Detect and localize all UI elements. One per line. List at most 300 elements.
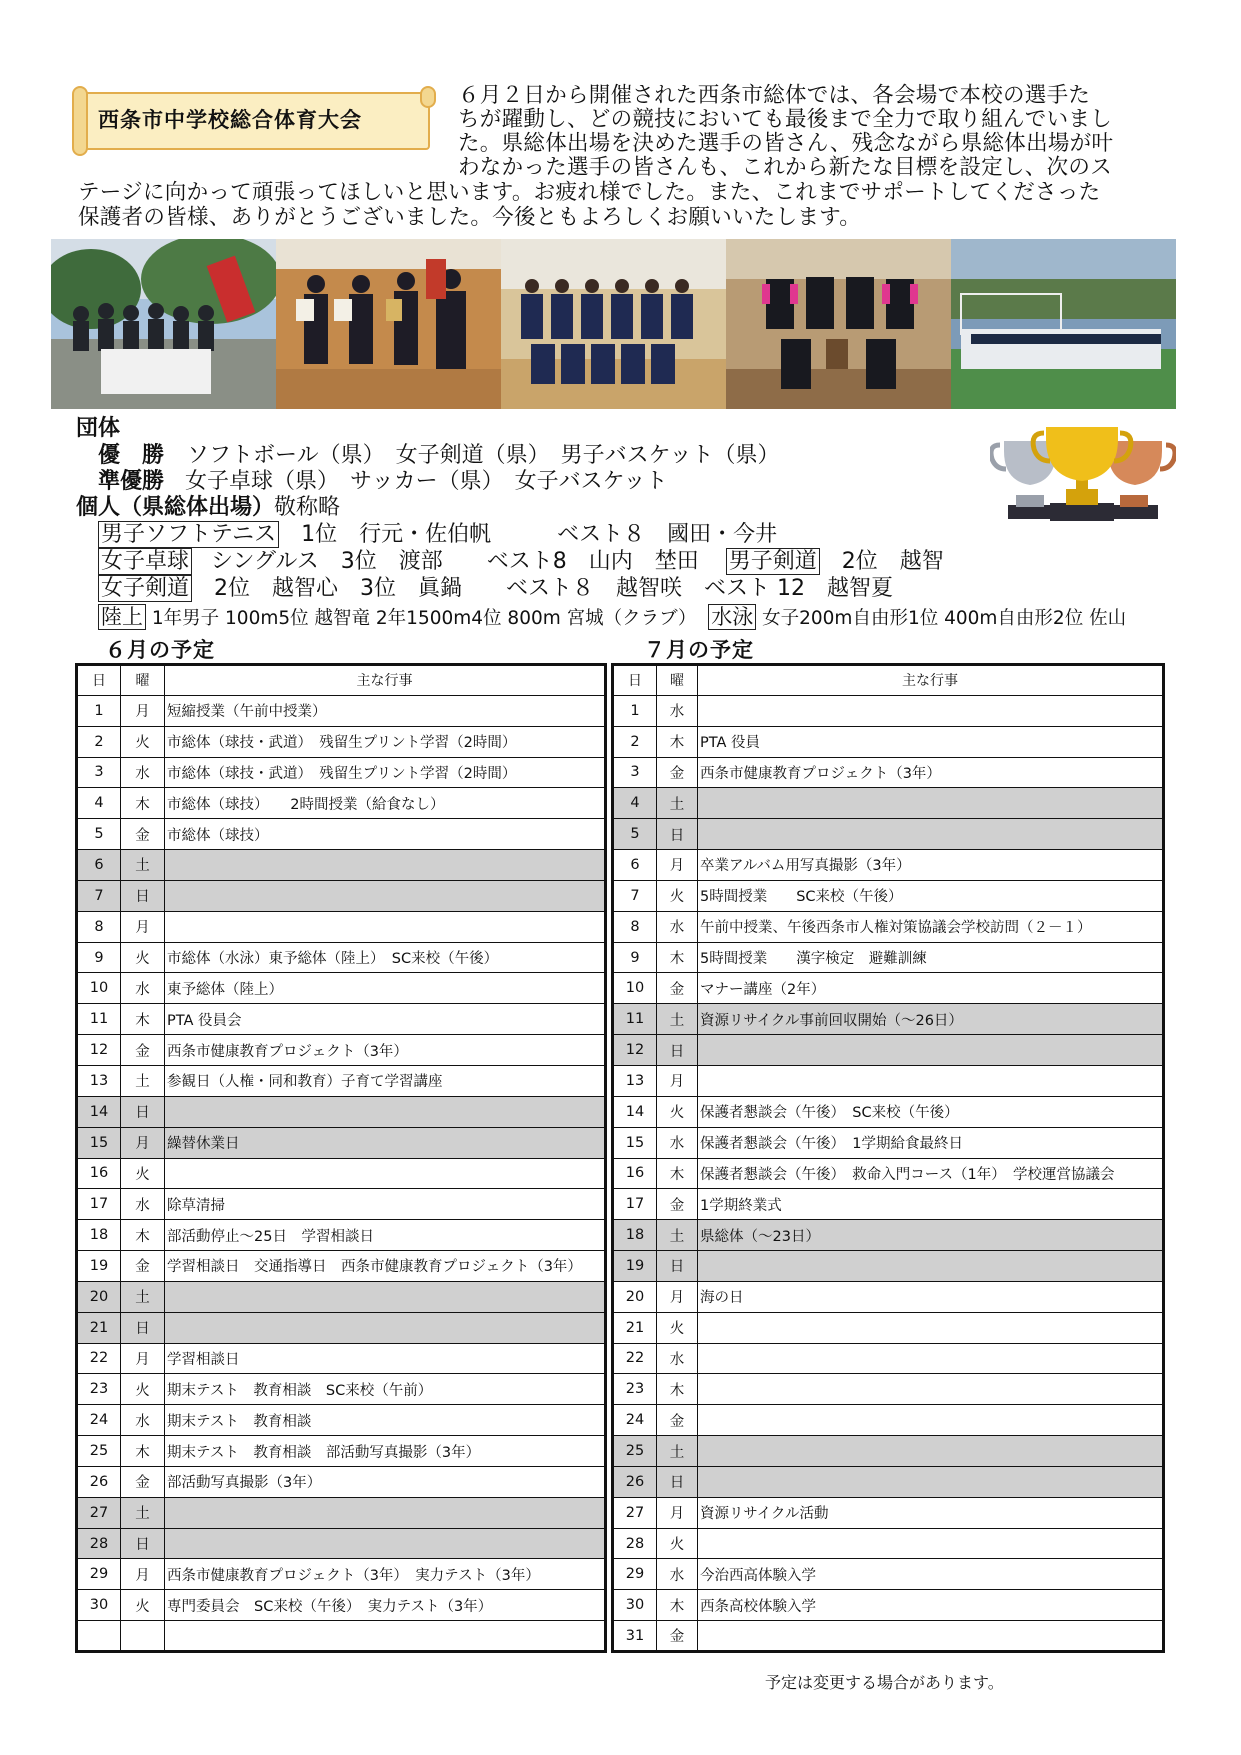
schedule-row (77, 1158, 606, 1189)
schedule-weekday-cell: 日 (121, 1312, 165, 1343)
schedule-row (77, 1096, 606, 1127)
schedule-row (613, 1590, 1164, 1621)
schedule-row (77, 942, 606, 973)
schedule-row (613, 911, 1164, 942)
schedule-row (613, 1035, 1164, 1066)
schedule-row (613, 726, 1164, 757)
june-header-weekday: 曜 (121, 665, 165, 696)
individual-heading-line (76, 495, 340, 521)
team-win-line (98, 443, 779, 469)
schedule-row (613, 1127, 1164, 1158)
schedule-weekday-cell: 金 (121, 1035, 165, 1066)
schedule-row (77, 1312, 606, 1343)
schedule-event-cell: 部活動停止～25日 学習相談日 (165, 1220, 606, 1251)
schedule-weekday-cell: 月 (121, 911, 165, 942)
schedule-event-cell: マナー講座（2年） (698, 973, 1164, 1004)
june-schedule-title: ６月の予定 (105, 638, 215, 662)
table-tennis-team-photo (726, 239, 951, 409)
schedule-row (77, 1590, 606, 1621)
june-header-day: 日 (77, 665, 121, 696)
schedule-event-cell: 市総体（球技・武道） 残留生プリント学習（2時間） (165, 726, 606, 757)
girls-kendo-text: 2位 越智心 3位 眞鍋 ベスト８ 越智咲 ベスト 12 越智夏 (192, 576, 893, 601)
schedule-day-cell: 12 (77, 1035, 121, 1066)
team-runner-up-line (98, 469, 667, 495)
schedule-row (613, 880, 1164, 911)
schedule-day-cell: 23 (77, 1374, 121, 1405)
schedule-day-cell: 29 (77, 1559, 121, 1590)
intro-line-5: テージに向かって頑張ってほしいと思います。お疲れ様でした。また、これまでサポートしてくださった (78, 180, 1101, 205)
schedule-weekday-cell: 火 (657, 1096, 698, 1127)
schedule-row (77, 726, 606, 757)
schedule-event-cell (165, 880, 606, 911)
schedule-day-cell: 16 (613, 1158, 657, 1189)
schedule-event-cell: 市総体（水泳）東予総体（陸上） SC来校（午後） (165, 942, 606, 973)
schedule-event-cell (698, 1035, 1164, 1066)
schedule-day-cell: 19 (613, 1251, 657, 1282)
schedule-event-cell: 5時間授業 漢字検定 避難訓練 (698, 942, 1164, 973)
schedule-weekday-cell: 火 (657, 880, 698, 911)
schedule-event-cell: 今治西高体験入学 (698, 1559, 1164, 1590)
schedule-weekday-cell: 木 (121, 1220, 165, 1251)
runner-up-label: 準優勝 (98, 469, 165, 494)
schedule-row (77, 1127, 606, 1158)
schedule-event-cell: 繰替休業日 (165, 1127, 606, 1158)
schedule-event-cell (698, 1065, 1164, 1096)
schedule-day-cell (77, 1621, 121, 1652)
track-swim-line (98, 604, 1126, 632)
schedule-event-cell: PTA 役員会 (165, 1004, 606, 1035)
schedule-row (613, 1466, 1164, 1497)
schedule-weekday-cell (121, 1621, 165, 1652)
schedule-weekday-cell: 木 (657, 942, 698, 973)
schedule-day-cell: 7 (613, 880, 657, 911)
schedule-day-cell: 12 (613, 1035, 657, 1066)
schedule-day-cell: 8 (613, 911, 657, 942)
schedule-weekday-cell: 月 (121, 1559, 165, 1590)
schedule-row (613, 1497, 1164, 1528)
june-header-row (77, 665, 606, 696)
schedule-day-cell: 24 (613, 1405, 657, 1436)
banner-scroll-curl-right (420, 86, 436, 108)
schedule-weekday-cell: 水 (121, 1189, 165, 1220)
schedule-day-cell: 8 (77, 911, 121, 942)
banner-title: 西条市中学校総合体育大会 (98, 108, 362, 132)
schedule-day-cell: 29 (613, 1559, 657, 1590)
schedule-event-cell (165, 1158, 606, 1189)
schedule-event-cell: 西条市健康教育プロジェクト（3年） 実力テスト（3年） (165, 1559, 606, 1590)
schedule-row (77, 1466, 606, 1497)
schedule-row (77, 850, 606, 881)
schedule-event-cell: 西条市健康教育プロジェクト（3年） (698, 757, 1164, 788)
schedule-event-cell: 参観日（人権・同和教育）子育て学習講座 (165, 1065, 606, 1096)
schedule-event-cell: 市総体（球技） 2時間授業（給食なし） (165, 788, 606, 819)
schedule-row (613, 1374, 1164, 1405)
schedule-weekday-cell: 日 (121, 1096, 165, 1127)
schedule-day-cell: 4 (613, 788, 657, 819)
schedule-day-cell: 9 (613, 942, 657, 973)
schedule-event-cell (698, 1466, 1164, 1497)
schedule-day-cell: 5 (613, 819, 657, 850)
schedule-weekday-cell: 水 (121, 1405, 165, 1436)
schedule-weekday-cell: 月 (121, 1343, 165, 1374)
schedule-day-cell: 21 (613, 1312, 657, 1343)
schedule-row (77, 1189, 606, 1220)
schedule-weekday-cell: 金 (121, 1251, 165, 1282)
schedule-row (77, 1374, 606, 1405)
individual-heading: 個人（県総体出場） (76, 495, 275, 520)
softball-team-photo (51, 239, 276, 409)
schedule-row (77, 973, 606, 1004)
schedule-row (613, 695, 1164, 726)
schedule-weekday-cell: 火 (121, 726, 165, 757)
schedule-weekday-cell: 日 (121, 1528, 165, 1559)
individual-note: 敬称略 (274, 495, 341, 520)
schedule-event-cell (165, 850, 606, 881)
schedule-event-cell: 保護者懇談会（午後） 1学期給食最終日 (698, 1127, 1164, 1158)
schedule-weekday-cell: 木 (657, 726, 698, 757)
schedule-event-cell: 東予総体（陸上） (165, 973, 606, 1004)
schedule-event-cell (698, 1374, 1164, 1405)
schedule-event-cell: 1学期終業式 (698, 1189, 1164, 1220)
trophies-icon (990, 423, 1176, 523)
schedule-day-cell: 4 (77, 788, 121, 819)
schedule-row (613, 1528, 1164, 1559)
schedule-day-cell: 20 (613, 1281, 657, 1312)
schedule-event-cell: 期末テスト 教育相談 (165, 1405, 606, 1436)
june-header-event: 主な行事 (165, 665, 606, 696)
schedule-day-cell: 2 (77, 726, 121, 757)
schedule-event-cell (698, 695, 1164, 726)
schedule-event-cell: 除草清掃 (165, 1189, 606, 1220)
schedule-weekday-cell: 土 (121, 1281, 165, 1312)
july-header-weekday: 曜 (657, 665, 698, 696)
schedule-weekday-cell: 土 (657, 1220, 698, 1251)
schedule-day-cell: 17 (77, 1189, 121, 1220)
schedule-row (613, 788, 1164, 819)
schedule-day-cell: 15 (77, 1127, 121, 1158)
schedule-event-cell: 学習相談日 交通指導日 西条市健康教育プロジェクト（3年） (165, 1251, 606, 1282)
schedule-day-cell: 9 (77, 942, 121, 973)
schedule-event-cell (165, 1312, 606, 1343)
july-schedule-table (611, 663, 1165, 1653)
schedule-weekday-cell: 土 (121, 850, 165, 881)
schedule-day-cell: 23 (613, 1374, 657, 1405)
schedule-weekday-cell: 土 (657, 1436, 698, 1467)
schedule-day-cell: 25 (613, 1436, 657, 1467)
schedule-event-cell (165, 1281, 606, 1312)
schedule-row (613, 757, 1164, 788)
schedule-weekday-cell: 水 (657, 1559, 698, 1590)
schedule-event-cell: 部活動写真撮影（3年） (165, 1466, 606, 1497)
july-header-day: 日 (613, 665, 657, 696)
schedule-weekday-cell: 土 (121, 1065, 165, 1096)
schedule-day-cell: 25 (77, 1436, 121, 1467)
schedule-weekday-cell: 木 (121, 1004, 165, 1035)
schedule-day-cell: 28 (77, 1528, 121, 1559)
schedule-weekday-cell: 日 (657, 819, 698, 850)
schedule-row (77, 757, 606, 788)
schedule-weekday-cell: 火 (121, 942, 165, 973)
schedule-event-cell: 市総体（球技・武道） 残留生プリント学習（2時間） (165, 757, 606, 788)
schedule-event-cell: 卒業アルバム用写真撮影（3年） (698, 850, 1164, 881)
win-label: 優 勝 (98, 443, 165, 468)
schedule-day-cell: 11 (613, 1004, 657, 1035)
july-header-event: 主な行事 (698, 665, 1164, 696)
schedule-event-cell (165, 1096, 606, 1127)
schedule-day-cell: 27 (77, 1497, 121, 1528)
schedule-weekday-cell: 火 (121, 1590, 165, 1621)
schedule-event-cell: 西条高校体験入学 (698, 1590, 1164, 1621)
schedule-row (613, 1065, 1164, 1096)
schedule-day-cell: 11 (77, 1004, 121, 1035)
schedule-day-cell: 14 (613, 1096, 657, 1127)
schedule-day-cell: 13 (77, 1065, 121, 1096)
schedule-row (77, 1528, 606, 1559)
schedule-weekday-cell: 金 (657, 1405, 698, 1436)
swim-text: 女子200m自由形1位 400m自由形2位 佐山 (762, 608, 1127, 629)
schedule-day-cell: 7 (77, 880, 121, 911)
schedule-day-cell: 10 (77, 973, 121, 1004)
schedule-row (613, 1096, 1164, 1127)
schedule-weekday-cell: 金 (657, 1621, 698, 1652)
schedule-day-cell: 30 (77, 1590, 121, 1621)
schedule-event-cell (698, 1436, 1164, 1467)
schedule-event-cell: 資源リサイクル活動 (698, 1497, 1164, 1528)
schedule-event-cell (698, 788, 1164, 819)
intro-line-4: わなかった選手の皆さんも、これから新たな目標を設定し、次のス (458, 155, 1113, 180)
schedule-day-cell: 19 (77, 1251, 121, 1282)
schedule-event-cell (165, 1528, 606, 1559)
schedule-day-cell: 18 (613, 1220, 657, 1251)
win-text: ソフトボール（県） 女子剣道（県） 男子バスケット（県） (187, 443, 780, 468)
schedule-weekday-cell: 木 (657, 1590, 698, 1621)
title-banner (72, 86, 436, 158)
schedule-row (77, 1436, 606, 1467)
schedule-day-cell: 28 (613, 1528, 657, 1559)
team-heading: 団体 (76, 416, 121, 441)
schedule-day-cell: 24 (77, 1405, 121, 1436)
june-schedule-table (75, 663, 607, 1653)
schedule-event-cell: 専門委員会 SC来校（午後） 実力テスト（3年） (165, 1590, 606, 1621)
schedule-weekday-cell: 月 (121, 695, 165, 726)
soft-tennis-line (98, 522, 777, 548)
schedule-row (613, 1436, 1164, 1467)
schedule-row (613, 1621, 1164, 1652)
girls-kendo-line (98, 576, 893, 602)
table-tennis-label: 女子卓球 (98, 548, 192, 575)
schedule-day-cell: 1 (613, 695, 657, 726)
schedule-weekday-cell: 木 (657, 1158, 698, 1189)
schedule-day-cell: 21 (77, 1312, 121, 1343)
schedule-day-cell: 31 (613, 1621, 657, 1652)
schedule-day-cell: 15 (613, 1127, 657, 1158)
schedule-day-cell: 26 (77, 1466, 121, 1497)
schedule-row (77, 819, 606, 850)
schedule-row (77, 1035, 606, 1066)
schedule-day-cell: 10 (613, 973, 657, 1004)
schedule-event-cell: 学習相談日 (165, 1343, 606, 1374)
schedule-event-cell: 県総体（～23日） (698, 1220, 1164, 1251)
schedule-weekday-cell: 日 (657, 1251, 698, 1282)
schedule-event-cell: 保護者懇談会（午後） SC来校（午後） (698, 1096, 1164, 1127)
track-text: 1年男子 100m5位 越智竜 2年1500m4位 800m 宮城（クラブ） (151, 608, 697, 629)
schedule-weekday-cell: 火 (657, 1528, 698, 1559)
schedule-event-cell: 期末テスト 教育相談 SC来校（午前） (165, 1374, 606, 1405)
schedule-row (77, 1065, 606, 1096)
intro-line-3: た。県総体出場を決めた選手の皆さん、残念ながら県総体出場が叶 (458, 131, 1114, 156)
intro-line-6: 保護者の皆様、ありがとうございました。今後ともよろしくお願いいたします。 (78, 205, 862, 230)
schedule-row (613, 942, 1164, 973)
schedule-event-cell: PTA 役員 (698, 726, 1164, 757)
schedule-weekday-cell: 金 (657, 973, 698, 1004)
schedule-row (613, 1405, 1164, 1436)
schedule-weekday-cell: 月 (657, 1065, 698, 1096)
schedule-day-cell: 13 (613, 1065, 657, 1096)
schedule-weekday-cell: 木 (121, 788, 165, 819)
schedule-day-cell: 6 (613, 850, 657, 881)
schedule-day-cell: 5 (77, 819, 121, 850)
schedule-row (613, 1281, 1164, 1312)
schedule-weekday-cell: 金 (657, 1189, 698, 1220)
schedule-row (613, 1559, 1164, 1590)
swim-label: 水泳 (708, 604, 756, 630)
schedule-event-cell (698, 1312, 1164, 1343)
schedule-row (77, 1220, 606, 1251)
schedule-event-cell: 保護者懇談会（午後） 救命入門コース（1年） 学校運営協議会 (698, 1158, 1164, 1189)
schedule-event-cell: 5時間授業 SC来校（午後） (698, 880, 1164, 911)
schedule-event-cell (165, 1497, 606, 1528)
july-header-row (613, 665, 1164, 696)
schedule-weekday-cell: 火 (121, 1374, 165, 1405)
schedule-weekday-cell: 月 (657, 1497, 698, 1528)
schedule-day-cell: 22 (613, 1343, 657, 1374)
soft-tennis-label: 男子ソフトテニス (98, 521, 279, 548)
schedule-weekday-cell: 金 (657, 757, 698, 788)
schedule-row (613, 1004, 1164, 1035)
boys-kendo-text: 2位 越智 (819, 549, 944, 574)
schedule-event-cell (698, 1528, 1164, 1559)
schedule-day-cell: 3 (77, 757, 121, 788)
schedule-weekday-cell: 日 (121, 880, 165, 911)
schedule-footnote: 予定は変更する場合があります。 (765, 1673, 1004, 1692)
schedule-event-cell: 期末テスト 教育相談 部活動写真撮影（3年） (165, 1436, 606, 1467)
schedule-day-cell: 16 (77, 1158, 121, 1189)
schedule-weekday-cell: 木 (657, 1374, 698, 1405)
schedule-weekday-cell: 水 (657, 911, 698, 942)
schedule-weekday-cell: 土 (657, 788, 698, 819)
schedule-event-cell: 西条市健康教育プロジェクト（3年） (165, 1035, 606, 1066)
schedule-row (613, 1189, 1164, 1220)
banner-scroll-curl-left (72, 86, 88, 156)
schedule-event-cell (165, 911, 606, 942)
runner-up-text: 女子卓球（県） サッカー（県） 女子バスケット (185, 469, 668, 494)
schedule-weekday-cell: 土 (121, 1497, 165, 1528)
schedule-day-cell: 2 (613, 726, 657, 757)
kendo-team-photo (276, 239, 501, 409)
schedule-row (613, 1220, 1164, 1251)
schedule-row (77, 1281, 606, 1312)
schedule-day-cell: 14 (77, 1096, 121, 1127)
schedule-row (77, 1621, 606, 1652)
schedule-weekday-cell: 金 (121, 819, 165, 850)
schedule-day-cell: 18 (77, 1220, 121, 1251)
schedule-event-cell: 資源リサイクル事前回収開始（～26日） (698, 1004, 1164, 1035)
table-tennis-line (98, 549, 944, 575)
schedule-weekday-cell: 月 (657, 1281, 698, 1312)
table-tennis-text: シングルス 3位 渡部 ベスト8 山内 埜田 (211, 549, 699, 574)
soft-tennis-text: 1位 行元・佐伯帆 ベスト８ 國田・今井 (279, 522, 778, 547)
schedule-row (77, 1497, 606, 1528)
girls-kendo-label: 女子剣道 (98, 575, 192, 602)
schedule-row (77, 911, 606, 942)
schedule-weekday-cell: 金 (121, 1466, 165, 1497)
schedule-row (77, 1004, 606, 1035)
schedule-weekday-cell: 火 (121, 1158, 165, 1189)
schedule-row (77, 880, 606, 911)
schedule-weekday-cell: 水 (121, 973, 165, 1004)
intro-line-2: ちが躍動し、どの競技においても最後まで全力で取り組んでいまし (458, 107, 1113, 132)
schedule-day-cell: 6 (77, 850, 121, 881)
schedule-event-cell (698, 1251, 1164, 1282)
schedule-event-cell (698, 1621, 1164, 1652)
schedule-row (77, 1405, 606, 1436)
track-label: 陸上 (98, 604, 146, 630)
schedule-weekday-cell: 日 (657, 1466, 698, 1497)
schedule-weekday-cell: 月 (121, 1127, 165, 1158)
boys-kendo-label: 男子剣道 (726, 548, 820, 575)
schedule-row (613, 850, 1164, 881)
schedule-event-cell (698, 1405, 1164, 1436)
schedule-day-cell: 26 (613, 1466, 657, 1497)
schedule-weekday-cell: 水 (657, 1343, 698, 1374)
soccer-team-photo (951, 239, 1176, 409)
schedule-event-cell: 午前中授業、午後西条市人権対策協議会学校訪問（２－１） (698, 911, 1164, 942)
schedule-day-cell: 20 (77, 1281, 121, 1312)
schedule-event-cell (698, 819, 1164, 850)
schedule-weekday-cell: 月 (657, 850, 698, 881)
schedule-day-cell: 17 (613, 1189, 657, 1220)
schedule-event-cell: 市総体（球技） (165, 819, 606, 850)
schedule-row (613, 1251, 1164, 1282)
schedule-event-cell: 短縮授業（午前中授業） (165, 695, 606, 726)
schedule-weekday-cell: 火 (657, 1312, 698, 1343)
schedule-row (77, 695, 606, 726)
schedule-event-cell (165, 1621, 606, 1652)
intro-line-1: ６月２日から開催された西条市総体では、各会場で本校の選手た (458, 83, 1091, 108)
schedule-row (77, 788, 606, 819)
schedule-day-cell: 1 (77, 695, 121, 726)
schedule-event-cell (698, 1343, 1164, 1374)
schedule-weekday-cell: 日 (657, 1035, 698, 1066)
schedule-day-cell: 3 (613, 757, 657, 788)
schedule-row (613, 1343, 1164, 1374)
schedule-weekday-cell: 水 (121, 757, 165, 788)
schedule-row (613, 973, 1164, 1004)
schedule-row (613, 1312, 1164, 1343)
schedule-row (77, 1251, 606, 1282)
schedule-day-cell: 27 (613, 1497, 657, 1528)
schedule-row (613, 819, 1164, 850)
schedule-row (613, 1158, 1164, 1189)
basketball-team-photo (501, 239, 726, 409)
schedule-weekday-cell: 水 (657, 1127, 698, 1158)
july-schedule-title: ７月の予定 (644, 638, 754, 662)
schedule-day-cell: 30 (613, 1590, 657, 1621)
schedule-row (77, 1559, 606, 1590)
schedule-day-cell: 22 (77, 1343, 121, 1374)
schedule-weekday-cell: 木 (121, 1436, 165, 1467)
schedule-weekday-cell: 水 (657, 695, 698, 726)
